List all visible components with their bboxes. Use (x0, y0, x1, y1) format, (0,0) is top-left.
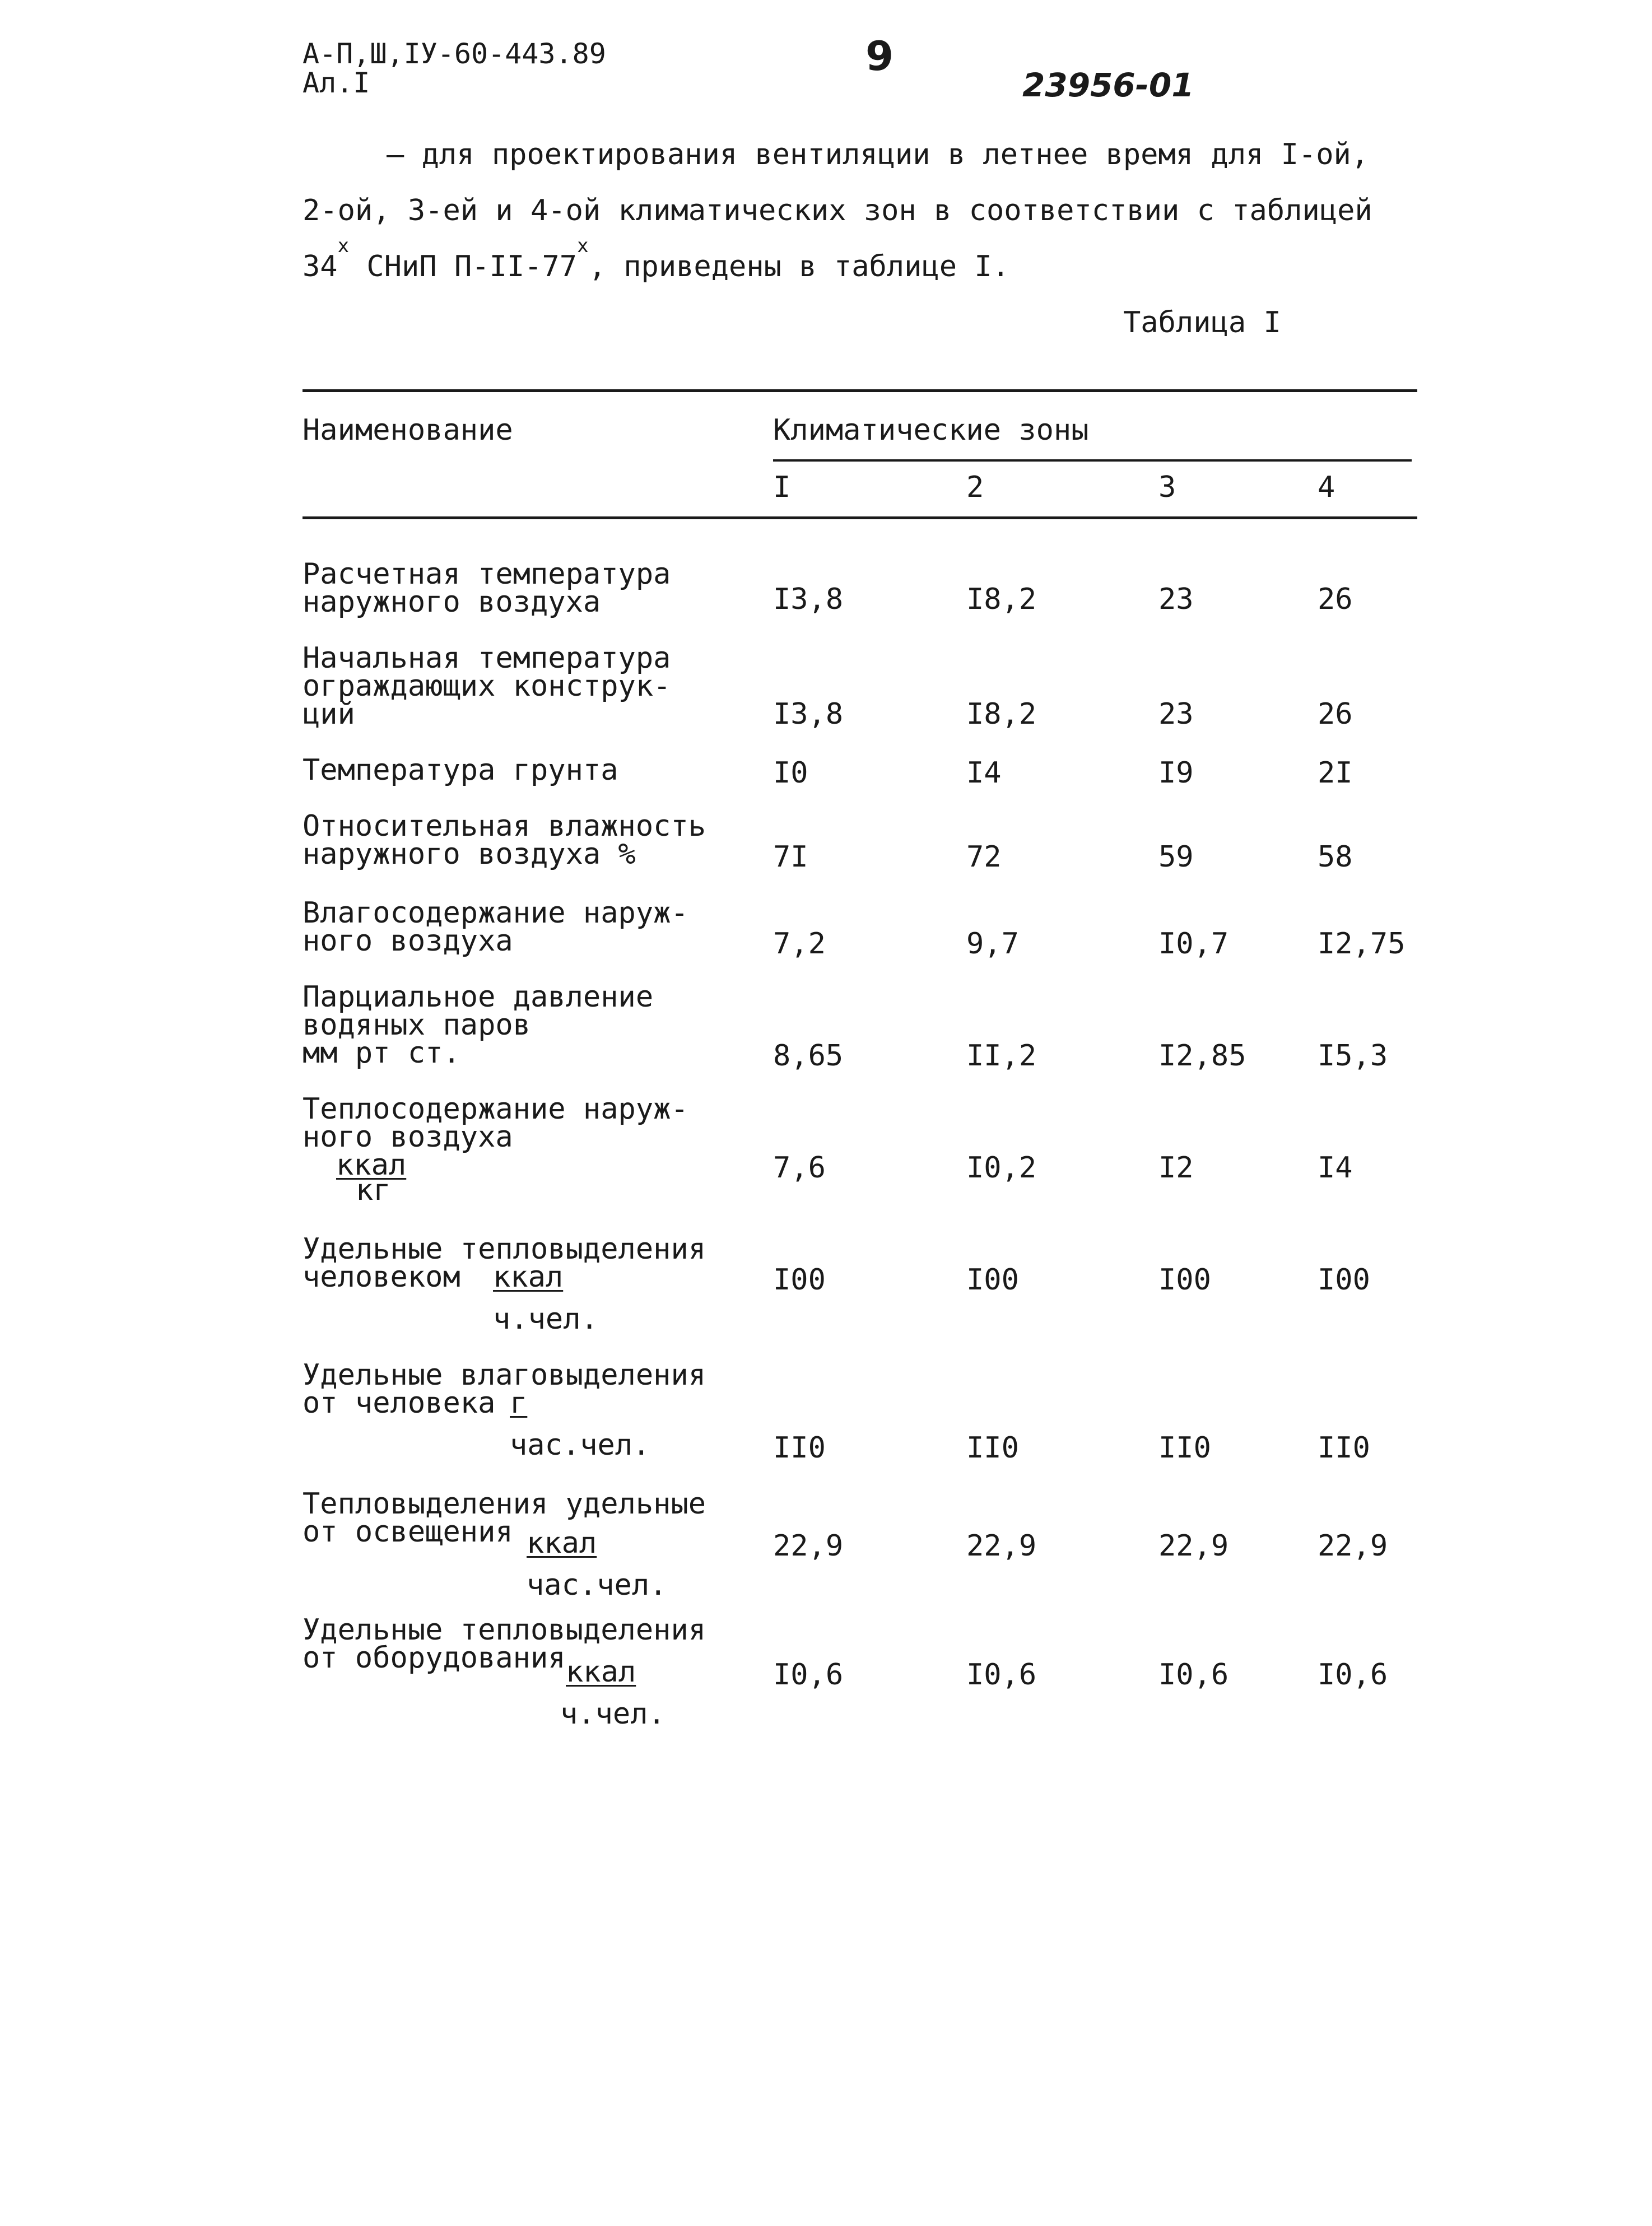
row-label (303, 1487, 706, 1549)
table-cell-zone-3: 23 (1158, 697, 1194, 731)
row-label-line: ограждающих конструк- (303, 669, 671, 703)
table-cell-zone-2: II0 (966, 1431, 1019, 1465)
zones-subheader-rule (773, 459, 1412, 462)
table-cell-zone-1: 7,2 (773, 927, 826, 961)
table-cell-zone-3: I00 (1158, 1263, 1211, 1297)
row-label-line: ного воздуха (303, 1120, 513, 1154)
unit-numerator: ккал (566, 1655, 636, 1689)
table-cell-zone-1: I0 (773, 756, 808, 790)
table-cell-zone-1: I00 (773, 1263, 826, 1297)
row-label (303, 980, 654, 1070)
unit-denominator: час.чел. (510, 1428, 650, 1462)
row-label-line: Удельные тепловыделения (303, 1232, 706, 1266)
table-cell-zone-4: I00 (1318, 1263, 1370, 1297)
paragraph-line-1: – для проектирования вентиляции в летнее время для I-ой, (387, 138, 1369, 171)
unit-denominator: час.чел. (527, 1568, 667, 1602)
table-cell-zone-4: 22,9 (1318, 1529, 1388, 1563)
table-cell-zone-1: I3,8 (773, 697, 844, 731)
row-label (303, 557, 671, 619)
table-cell-zone-4: I4 (1318, 1151, 1353, 1185)
zone-header-3: 3 (1158, 471, 1176, 504)
unit-numerator: ккал (336, 1148, 407, 1182)
row-label-line: мм рт ст. (303, 1036, 460, 1070)
row-label-line: ций (303, 697, 355, 731)
table-cell-zone-2: I8,2 (966, 583, 1037, 616)
table-cell-zone-4: 26 (1318, 697, 1353, 731)
row-label-line: от оборудования (303, 1641, 566, 1675)
zone-header-4: 4 (1318, 471, 1335, 504)
unit-numerator: ккал (493, 1260, 564, 1294)
row-label (303, 753, 618, 787)
column-header-zones: Климатические зоны (773, 413, 1089, 447)
table-cell-zone-3: I2,85 (1158, 1039, 1246, 1073)
table-cell-zone-4: I0,6 (1318, 1658, 1388, 1692)
table-cell-zone-4: 2I (1318, 756, 1353, 790)
table-cell-zone-4: 26 (1318, 583, 1353, 616)
table-cell-zone-3: I2 (1158, 1151, 1194, 1185)
table-cell-zone-2: I0,2 (966, 1151, 1037, 1185)
table-cell-zone-2: II,2 (966, 1039, 1037, 1073)
table-cell-zone-2: I0,6 (966, 1658, 1037, 1692)
table-cell-zone-3: I9 (1158, 756, 1194, 790)
table-cell-zone-1: 8,65 (773, 1039, 844, 1073)
row-label-line: Удельные влаговыделения (303, 1358, 706, 1392)
unit-numerator: ккал (527, 1526, 597, 1560)
table-cell-zone-3: II0 (1158, 1431, 1211, 1465)
unit-numerator: г (510, 1386, 528, 1420)
table-cell-zone-2: I4 (966, 756, 1002, 790)
zone-header-1: I (773, 471, 791, 504)
row-label-line: Расчетная температура (303, 557, 671, 591)
document-code (303, 39, 606, 97)
row-label-line: ного воздуха (303, 924, 513, 958)
table-cell-zone-1: 7,6 (773, 1151, 826, 1185)
row-label-line: наружного воздуха % (303, 837, 636, 871)
row-label-line: Тепловыделения удельные (303, 1487, 706, 1521)
table-cell-zone-3: I0,6 (1158, 1658, 1229, 1692)
row-label-line: Начальная температура (303, 641, 671, 675)
column-header-name: Наименование (303, 413, 513, 447)
unit-denominator: ч.чел. (560, 1697, 666, 1731)
document-code-line2: Ал.I (303, 67, 370, 99)
paragraph-line-2: 2-ой, 3-ей и 4-ой климатических зон в соответствии с таблицей (303, 194, 1372, 227)
row-label-line: Теплосодержание наруж- (303, 1092, 688, 1126)
table-cell-zone-1: 7I (773, 840, 808, 874)
paragraph-line-3: $34^х$ СНиП $П-II-77^х$, приведены в таблице I. (303, 235, 1009, 283)
document-code-line1: А-П,Ш,IУ-60-443.89 (303, 38, 606, 70)
table-cell-zone-1: I0,6 (773, 1658, 844, 1692)
row-label-line: от освещения (303, 1515, 513, 1549)
table-cell-zone-2: 72 (966, 840, 1002, 874)
table-header-rule (303, 516, 1417, 519)
table-cell-zone-1: II0 (773, 1431, 826, 1465)
zone-header-2: 2 (966, 471, 984, 504)
table-caption: Таблица I (1123, 306, 1281, 339)
row-label (303, 809, 706, 871)
row-label-line: Относительная влажность (303, 809, 706, 843)
row-label (303, 641, 671, 731)
table-cell-zone-3: I0,7 (1158, 927, 1229, 961)
row-label-line: наружного воздуха (303, 585, 601, 619)
table-cell-zone-2: 9,7 (966, 927, 1019, 961)
document-number: 23956-01 (1022, 66, 1194, 104)
table-cell-zone-1: I3,8 (773, 583, 844, 616)
row-label-line: от человека (303, 1386, 496, 1420)
table-cell-zone-3: 23 (1158, 583, 1194, 616)
row-label (303, 1358, 706, 1420)
unit-denominator: ч.чел. (493, 1302, 598, 1336)
row-label (303, 1613, 706, 1675)
row-label (303, 896, 688, 958)
table-cell-zone-1: 22,9 (773, 1529, 844, 1563)
table-top-rule (303, 389, 1417, 392)
table-cell-zone-4: I2,75 (1318, 927, 1406, 961)
row-label-line: Удельные тепловыделения (303, 1613, 706, 1647)
row-label-line: Температура грунта (303, 753, 618, 787)
unit-denominator: кг (356, 1173, 391, 1207)
table-cell-zone-4: I5,3 (1318, 1039, 1388, 1073)
row-label (303, 1092, 688, 1154)
page-number: 9 (865, 32, 894, 80)
row-label-line: Парциальное давление (303, 980, 654, 1014)
row-label-line: Влагосодержание наруж- (303, 896, 688, 930)
table-cell-zone-3: 22,9 (1158, 1529, 1229, 1563)
table-cell-zone-3: 59 (1158, 840, 1194, 874)
table-cell-zone-2: I8,2 (966, 697, 1037, 731)
row-label-line: водяных паров (303, 1008, 530, 1042)
row-label-line: человеком (303, 1260, 460, 1294)
table-cell-zone-2: 22,9 (966, 1529, 1037, 1563)
table-cell-zone-4: II0 (1318, 1431, 1370, 1465)
table-cell-zone-4: 58 (1318, 840, 1353, 874)
table-cell-zone-2: I00 (966, 1263, 1019, 1297)
